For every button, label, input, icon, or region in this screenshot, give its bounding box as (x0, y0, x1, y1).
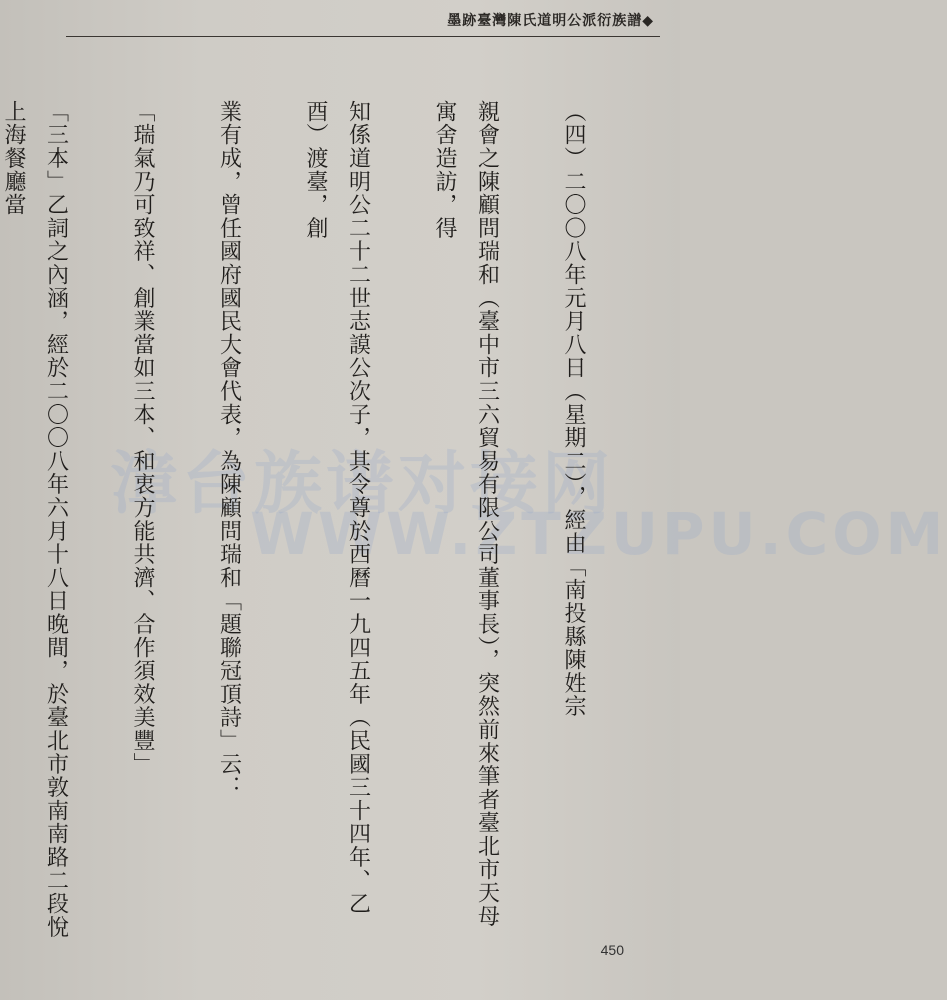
text-column: 「三本」乙詞之內涵，經於二〇〇八年六月十八日晚間，於臺北市敦南南路二段悅上海餐廳當 (1, 100, 69, 939)
text-column: 知係道明公二十二世志謨公次子，其令尊於西曆一九四五年（民國三十四年、乙酉）渡臺，創 (303, 100, 371, 916)
header-rule (66, 36, 660, 37)
text-column: （四）二〇〇八年元月八日（星期二），經由「南投縣陳姓宗 (561, 100, 586, 719)
text-column: 親會之陳顧問瑞和（臺中市三六貿易有限公司董事長），突然前來筆者臺北市天母寓舍造訪，得 (432, 100, 500, 928)
body-text (0, 100, 594, 950)
watermark-url: WWW.ZTZUPU.COM (250, 500, 947, 568)
watermark: 漳台族谱对接网 (110, 445, 615, 524)
page-number: 450 (600, 942, 624, 958)
text-column: 業有成，曾任國府國民大會代表，為陳顧問瑞和「題聯冠頂詩」云： (216, 100, 242, 799)
running-header: 墨跡臺灣陳氏道明公派衍族譜◆ (447, 13, 654, 29)
text-column: 「瑞氣乃可致祥、創業當如三本、和衷方能共濟、合作須效美豐」 (130, 100, 155, 776)
